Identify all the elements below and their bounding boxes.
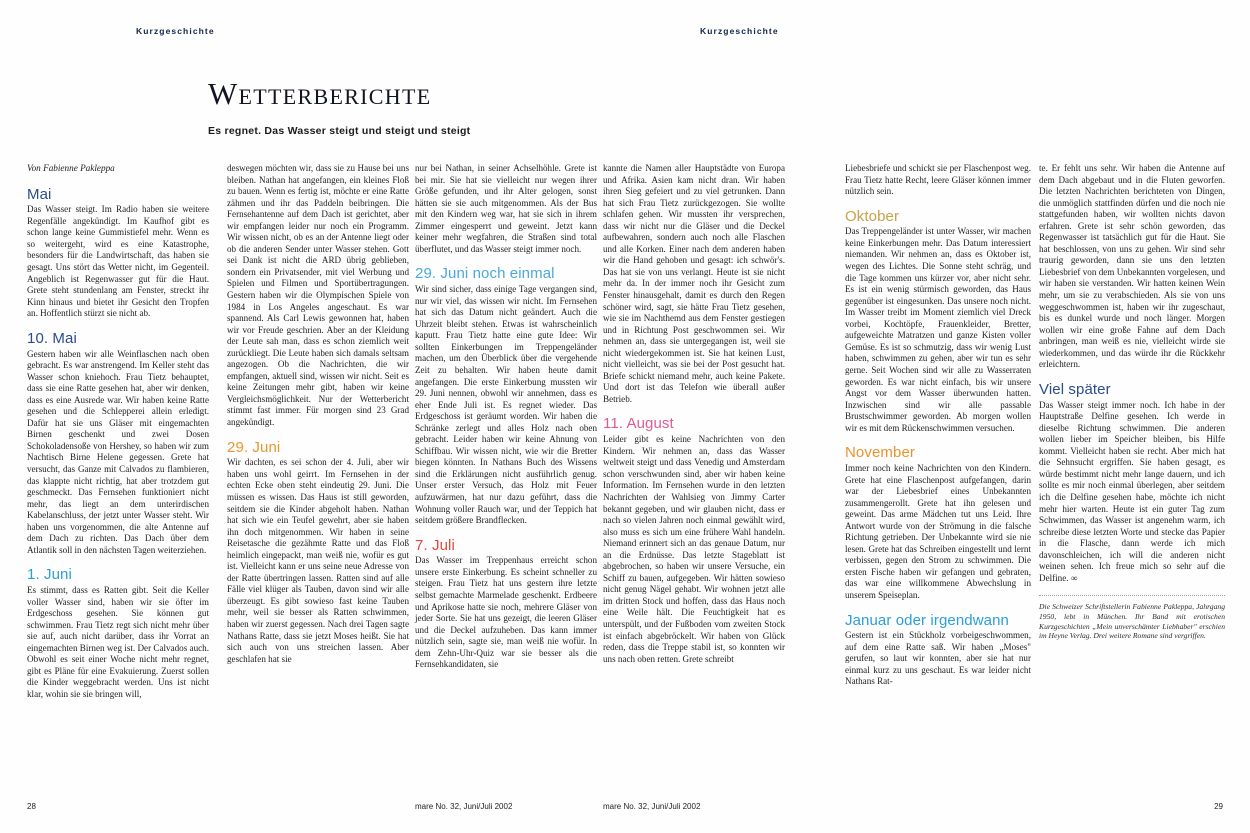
text-column-3 xyxy=(415,163,597,671)
text-column-6 xyxy=(1039,163,1225,641)
paragraph: Das Wasser steigt. Im Radio haben sie weitere Regenfälle angekündigt. Im Kaufhof gibt es schon lange keine Gummistiefel mehr. Wenn es so weitergeht, wird es eine Katastrophe, besonders für die Landwirtschaft, das haben sie gesagt. Uns stört das Wetter nicht, im Gegenteil. Angeblich ist Regenwasser gut für die Haut. Grete steht stundenlang am Fenster, streckt ihr Kinn hinaus und bietet ihr Gesicht den Tropfen an. Hoffentlich stürzt sie nicht ab. xyxy=(27,204,209,319)
paragraph: Das Treppengeländer ist unter Wasser, wir machen keine Einkerbungen mehr. Das Datum interessiert niemanden. Wir nehmen an, dass es Oktober ist, wegen des Lichtes. Die Sonne steht schräg, und die Tage kommen uns kürzer vor, aber nicht sehr. Es ist ein wenig stürmisch geworden, das Haus gegenüber ist eingesunken. Das unsere noch nicht. Im Wasser treibt im Moment ziemlich viel Dreck vorbei, Kochtöpfe, Frauenkleider, Bretter, aufgeweichte Matratzen und ganze Kisten voller Gemüse. Es ist so schmutzig, dass wir wenig Lust haben, schwimmen zu gehen, aber wir tun es sehr gerne. Seit Wochen sind wir alle zu Wasserraten geworden. Es war nicht einfach, bis wir unsere Angst vor dem Wasser überwunden hatten. Inzwischen sind wir alle passable Brustschwimmer geworden. Ab morgen wollen wir es mit dem Rückenschwimmen versuchen. xyxy=(845,226,1031,433)
section-heading-7-juli: 7. Juli xyxy=(415,536,455,554)
paragraph: Leider gibt es keine Nachrichten von den Kindern. Wir nehmen an, dass das Wasser weltweit steigt und dass Venedig und Amsterdam schon verschwunden sind, aber wir haben keine Information. Im Fernsehen wurde in den letzten Nachrichten der Wahlsieg von Jimmy Carter bekannt gegeben, und wir glauben nicht, dass er nach so vielen Jahren noch einmal gewählt wird, also muss es sich um eine frühere Wahl handeln. Niemand erinnert sich an das genaue Datum, nur an die Erdnüsse. Das letzte Stageblatt ist abgebrochen, so haben wir unsere Versuche, ein Schiff zu bauen, aufgegeben. Wir hätten sowieso nicht genug Nägel gehabt. Wir wohnen jetzt alle im dritten Stock und hoffen, dass das Haus noch eine Weile hält. Die Feuchtigkeit hat es unterspült, und der Fußboden vom zweiten Stock ist einfach abgebröckelt. Wir haben von Glück reden, dass die Treppe stabil ist, so konnten wir uns nach oben retten. Grete schreibt xyxy=(603,434,785,664)
running-head-right: Kurzgeschichte xyxy=(700,26,779,36)
paragraph: Immer noch keine Nachrichten von den Kindern. Grete hat eine Flaschenpost aufgefangen, darin war der Liebesbrief eines Unbekannten zusammengerollt. Grete hat ihn gelesen und geweint. Das arme Mädchen tut uns Leid. Ihre Antwort wurde von der Strömung in die falsche Richtung getrieben. Der Unbekannte wird sie nie lesen. Grete hat das Schreiben eingestellt und lernt verbissen, gegen den Strom zu schwimmen. Die ersten Fische haben wir gefangen und gebraten, das war eine willkommene Abwechslung in unserem Speiseplan. xyxy=(845,462,1031,600)
title-block xyxy=(208,78,768,137)
folio-left: 28 xyxy=(27,802,36,811)
paragraph: Wir dachten, es sei schon der 4. Juli, aber wir haben uns wohl geirrt. Im Fernsehen in der echten Ecke oben steht eindeutig 29. Juni. Die müssen es wissen. Das Haus ist still geworden, seitdem sie die Kinder abgeholt haben. Nathan hat sich wie ein Teufel gewehrt, aber sie haben ihn doch mitgenommen. Wir haben in seine Reisetasche die gezähmte Ratte und das Floß heimlich eingepackt, man weiß nie, wofür es gut ist. Vielleicht kann er uns seine neue Adresse von der Ratte übertringen lassen. Ratten sind auf alle Fälle viel klüger als Tauben, davon sind wir alle überzeugt. Es gibt sowieso fast keine Tauben mehr, weil sie besser als Ratten schwimmen, haben wir zuerst gegessen. Nach drei Tagen sagte Nathans Ratte, dass sie jetzt Moses heißt. Sie hat sich auch von uns streichen lassen. Aber geschlafen hat sie xyxy=(227,457,409,664)
text-column-1 xyxy=(27,163,209,701)
text-column-4 xyxy=(603,163,785,665)
paragraph: Wir sind sicher, dass einige Tage vergangen sind, nur wir viel, das wissen wir nicht. Im Fernsehen hat sich das Datum nicht geändert. Auch die Uhrzeit bleibt stehen. Etwas ist wahrscheinlich kaputt. Frau Tietz hatte eine gute Idee: Wir sollten Einkerbungen im Treppengeländer machen, um den Überblick über die vergehende Zeit zu behalten. Wir haben heute damit angefangen. Die erste Einkerbung mussten wir 29. Juni nennen, obwohl wir annehmen, dass es eher Ende Juli ist. Es regnet wieder. Das Erdgeschoss ist geräumt worden. Wir haben die Schränke zerlegt und alles Holz nach oben gebracht. Leider haben wir keine Ahnung von Schiffbau. Wir wissen nicht, wie wir die Bretter biegen könnten. In Nathans Buch des Wissens sind die Erklärungen nicht ausführlich genug. Unser erster Versuch, das Holz mit Feuer aufzuwärmen, hat nur dazu geführt, dass die Wohnung voller Rauch war, und der Teppich hat seitdem größere Brandflecken. xyxy=(415,284,597,526)
section-heading-viel-spaeter: Viel später xyxy=(1039,380,1111,398)
issue-credit-right: mare No. 32, Juni/Juli 2002 xyxy=(603,802,701,811)
section-heading-oktober: Oktober xyxy=(845,207,900,225)
paragraph: kannte die Namen aller Hauptstädte von Europa und Afrika. Asien kam nicht dran. Wir haben ihren Sieg gefeiert und zu viel getrunken. Dann hat sich Frau Tietz zurückgezogen. Sie wollte schlafen gehen. Wir mussten ihr versprechen, dass wir nicht nur die Gläser und die Deckel aufbewahren, sondern auch noch alle Flaschen und alle Korken. Einer nach dem anderen haben wir die Hand gehoben und gesagt: ich schwör's. Das hat sie von uns verlangt. Heute ist sie nicht mehr da. In der immer noch ihr Gesicht zum Fenster hinausgehalt, damit es durch den Regen schöner wird, sagt, sie hätte Frau Tietz gesehen, wie sie im Nachthemd aus dem Fenster gestiegen und in Richtung Post geschwommen sei. Wir nehmen an, dass sie untergegangen ist, weil sie nicht wiedergekommen ist. Sie hat keinen Lust, nicht vielleicht, was sie bei der Post gesucht hat. Briefe schickt niemand mehr, auch keine Pakete. Und dort ist das Telefon wie überall außer Betrieb. xyxy=(603,163,785,404)
paragraph: te. Er fehlt uns sehr. Wir haben die Antenne auf dem Dach abgebaut und in die Fluten geworfen. Die letzten Nachrichten berichteten von Dingen, die unmöglich stattfinden dürfen und die noch nie stattgefunden haben, wir wollten nichts davon erfahren. Grete ist sehr schön geworden, das Regenwasser ist tatsächlich gut für die Haut. Sie hat beschlossen, von uns zu gehen. Wir sind sehr traurig geworden, dann sie uns den letzten Liebesbrief von dem Unbekannten vorgelesen, und wir haben sie verstanden. Wir hatten keinen Wein mehr, um sie zu verabschieden. Als sie von uns weggeschwommen ist, haben wir ihr zugeschaut, bis es dunkel wurde und noch länger. Morgen wollen wir eine große Fahne auf dem Dach anbringen, man weiß es nie, vielleicht wirde sie wiederkommen, und das würde ihr die Rückkehr erleichtern. xyxy=(1039,163,1225,370)
section-heading-januar: Januar oder irgendwann xyxy=(845,611,1009,629)
paragraph: Das Wasser im Treppenhaus erreicht schon unsere erste Einkerbung. Es scheint schneller zu steigen. Frau Tietz hat uns gestern ihre letzte selbst gemachte Marmelade geschenkt. Erdbeere und Aprikose hatte sie noch, mehrere Gläser von jeder Sorte. Sie hat uns gezeigt, die leeren Gläser und die Deckel aufzuheben. Das kann immer nützlich sein, sagte sie, man weiß nie wofür. In dem Zehn-Uhr-Quiz war sie besser als die Fernsehkandidaten, sie xyxy=(415,555,597,670)
paragraph: Liebesbriefe und schickt sie per Flaschenpost weg. Frau Tietz hatte Recht, leere Gläser können immer nützlich sein. xyxy=(845,163,1031,197)
page-title: Wetterberichte xyxy=(208,76,432,111)
paragraph: deswegen möchten wir, dass sie zu Hause bei uns bleiben. Nathan hat angefangen, ein kleines Floß zu bauen. Wenn es fertig ist, möchte er eine Ratte zähmen und ihr das Paddeln beibringen. Die Fernsehantenne auf dem Dach ist gerichtet, aber wir empfangen leider nur noch ein Programm. Wir wissen nicht, ob es an der Antenne liegt oder ob die anderen Sender unter Wasser stehen. Gott sei Dank ist nicht die ARD übrig geblieben, sondern ein Privatsender, mit viel Werbung und Spielen und Filmen und Sportübertragungen. Gestern haben wir die Olympischen Spiele von 1984 in Los Angeles angeschaut. Es war spannend. Als Carl Lewis gewonnen hat, haben wir vor Freude geschrien. Aber an der Kleidung der Leute sah man, dass es schon ziemlich weit zurückliegt. Die Leute haben sich damals seltsam angezogen. Ob die Nachrichten, die wir empfangen, aktuell sind, wissen wir nicht. Seit es keine Zeitungen mehr gibt, haben wir keine Vergleichsmöglichkeit. Nur der Wetterbericht stimmt fast immer. Für morgen sind 23 Grad angekündigt. xyxy=(227,163,409,428)
paragraph: Es stimmt, dass es Ratten gibt. Seit die Keller voller Wasser sind, haben wir sie öfter im Erdgeschoss gesehen. Sie können gut schwimmen. Frau Tietz regt sich nicht mehr über sie auf, auch nicht darüber, dass ihr Vorrat an eingemachten Birnen weg ist. Der Calvados auch. Obwohl es seit einer Woche nicht mehr regnet, gibt es Pläne für eine Evakuierung. Zuerst sollen die Kinder weggebracht werden. Uns ist nicht klar, wohin sie sie bringen will, xyxy=(27,585,209,700)
section-heading-29-juni-noch-einmal: 29. Juni noch einmal xyxy=(415,265,555,283)
issue-credit-left: mare No. 32, Juni/Juli 2002 xyxy=(415,802,513,811)
folio-right: 29 xyxy=(1214,802,1223,811)
author-credit-note: Die Schweizer Schriftstellerin Fabienne Pakleppa, Jahrgang 1950, lebt in München. Ihr Band mit erotischen Kurzgeschichten „Mein unverschämter Liebhaber" erschien im Heyne Verlag. Drei weitere Romane sind vergriffen. xyxy=(1039,602,1225,641)
section-heading-november: November xyxy=(845,444,915,462)
section-heading-10-mai: 10. Mai xyxy=(27,329,77,347)
paragraph: Das Wasser steigt immer noch. Ich habe in der Hauptstraße Delfine gesehen. Ich werde in dieselbe Richtung schwimmen. Die anderen wollen lieber im Speicher bleiben, bis Hilfe kommt. Vielleicht haben sie recht. Aber mich hat die Sehnsucht ergriffen. Sie haben gesagt, es würde bestimmt nicht mehr lange dauern, und ich sollte es mir noch einmal überlegen, aber seitdem ich die Delfine gesehen habe, möchte ich nicht mehr hier warten. Heute ist ein guter Tag zum Schwimmen, das Wasser ist angenehm warm, ich schreibe diese letzten Worte und stecke das Papier in die Flasche, dann werde ich mich davonschleichen, ich will die anderen nicht weinen sehen. Ich freue mich so sehr auf die Delfine. ∞ xyxy=(1039,399,1225,583)
text-column-2 xyxy=(227,163,409,665)
subtitle: Es regnet. Das Wasser steigt und steigt und steigt xyxy=(208,124,471,137)
paragraph: Gestern haben wir alle Weinflaschen nach oben gebracht. Es war anstrengend. Im Keller steht das Wasser schon kniehoch. Frau Tietz behauptet, dass sie eine Ratte gesehen hat, aber wir denken, dass es eine Ausrede war. Wir haben keine Ratte gesehen und die Schlepperei allein erledigt. Dafür hat sie uns Gläser mit eingemachten Birnen geschenkt und zwei Dosen Schokoladensoße von Hershey, so haben wir zum Nachtisch Birne Helene gegessen. Grete hat versucht, das Ganze mit Calvados zu flambieren, das klappte nicht richtig, hat aber trotzdem gut geschmeckt. Das Fernsehen funktioniert nicht mehr, das liegt an dem unterirdischen Kabelanschluss, der jetzt unter Wasser steht. Wir haben uns vorgenommen, die alte Antenne auf dem Dach zu richten. Das Dach über dem Atlantik soll in den nächsten Tagen weiterziehen. xyxy=(27,348,209,555)
paragraph: Gestern ist ein Stückholz vorbeigeschwommen, auf dem eine Ratte saß. Wir haben „Moses" gerufen, so laut wir konnten, aber sie hat nur einmal kurz zu uns geschaut. Es war leider nicht Nathans Rat- xyxy=(845,630,1031,687)
section-heading-29-juni: 29. Juni xyxy=(227,438,281,456)
text-column-5 xyxy=(845,163,1031,688)
running-head-left: Kurzgeschichte xyxy=(136,26,215,36)
paragraph: nur bei Nathan, in seiner Achselhöhle. Grete ist bei mir. Sie hat sie vielleicht nur wegen ihrer Größe gefunden, und ihr Alter gelogen, sonst hätten sie sie auch mitgenommen. Als der Bus mit den Kindern weg war, hat sie sich in ihrem Zimmer eingesperrt und geweint. Jetzt kann keiner mehr wegfahren, die Straßen sind total überflutet, und das Wasser steigt immer noch. xyxy=(415,163,597,254)
credit-divider xyxy=(1039,595,1225,596)
section-heading-11-august: 11. August xyxy=(603,415,674,433)
byline: Von Fabienne Pakleppa xyxy=(27,163,115,173)
section-heading-1-juni: 1. Juni xyxy=(27,566,72,584)
section-heading-mai: Mai xyxy=(27,185,52,203)
